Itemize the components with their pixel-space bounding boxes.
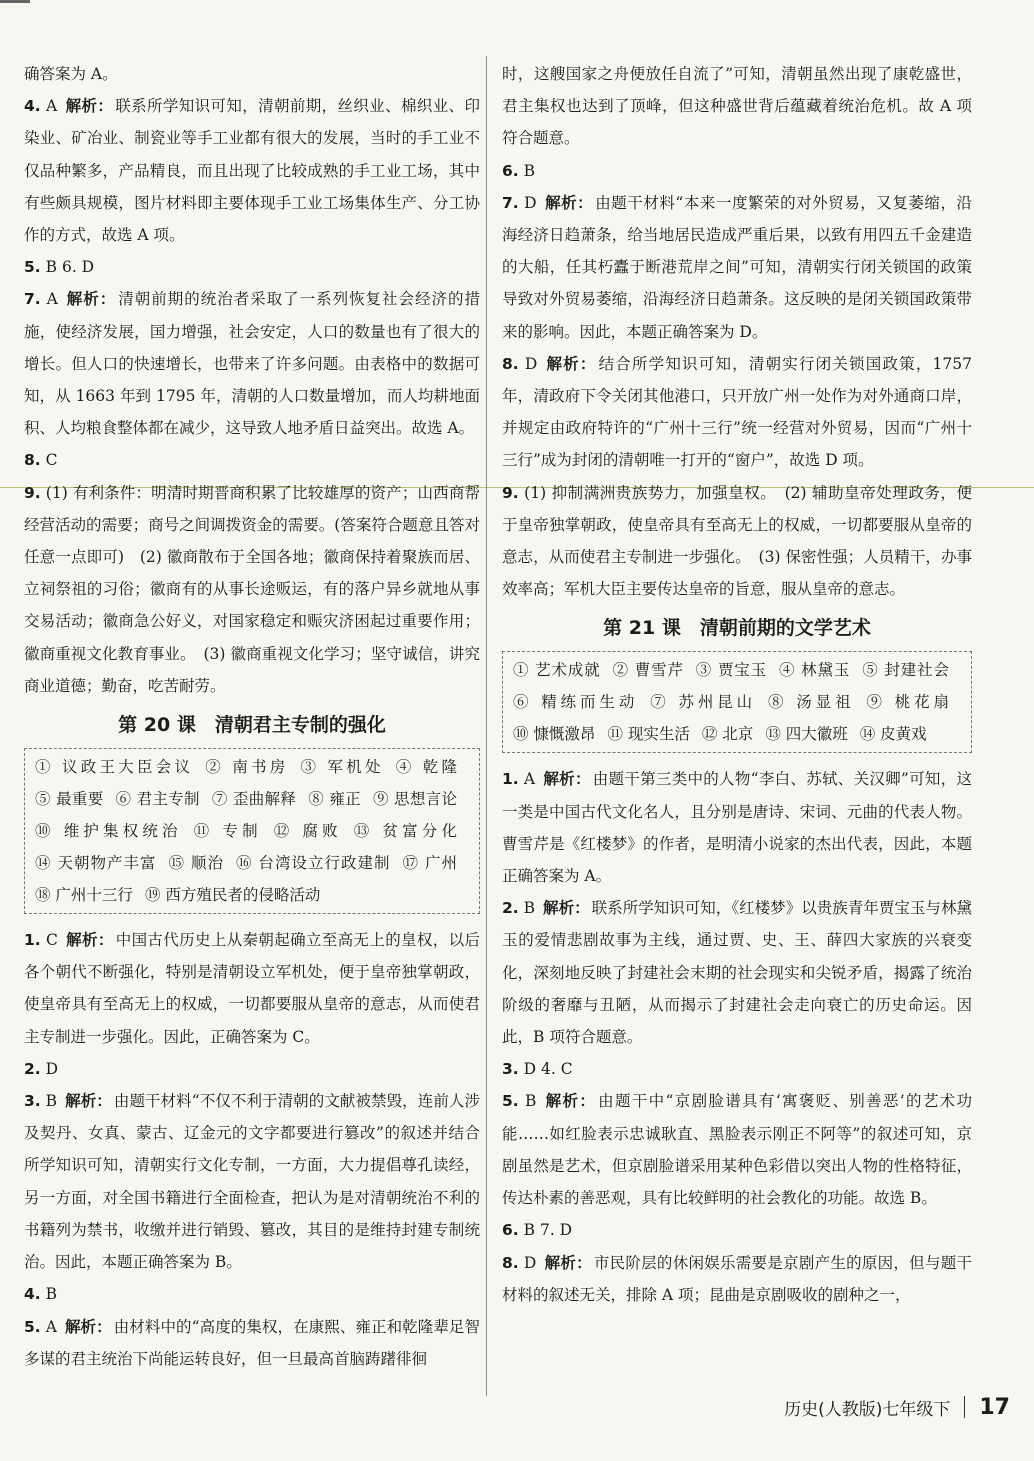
answer-list-top — [502, 155, 972, 606]
answer-item — [502, 1247, 972, 1311]
question-number: 7. — [502, 193, 519, 212]
answer-item — [502, 1085, 972, 1214]
answer-text: 由题干中“京剧脸谱具有‘寓褒贬、别善恶’的艺术功能……如红脸表示忠诚耿直、黑脸表示刚正不阿等”的叙述可知，京剧虽然是艺术，但京剧脸谱采用某种色彩借以突出人物的性格特征，传达朴素的善恶观，具有比较鲜明的社会教化的功能。故选 B。 — [502, 1092, 972, 1208]
key-term: ③ 贾宝玉 — [695, 661, 768, 680]
key-term: ⑥ 精练而生动 — [513, 693, 639, 712]
analysis-label: 解析： — [65, 931, 114, 950]
question-number: 1. — [502, 770, 519, 789]
answer-letter: B — [518, 1092, 537, 1111]
top-edge-mark — [0, 0, 30, 3]
lesson-21-title: 第 21 课 清朝前期的文学艺术 — [603, 617, 871, 640]
right-column — [502, 58, 972, 1311]
key-term: ⑯ 台湾设立行政建制 — [235, 854, 391, 873]
subject-label: 历史(人教版)七年级下 — [784, 1399, 951, 1420]
question-number: 3. — [502, 1060, 519, 1079]
analysis-label: 解析： — [545, 354, 597, 373]
key-term: ⑭ 天朝物产丰富 — [35, 854, 157, 873]
key-term: ⑭ 皮黄戏 — [859, 725, 927, 744]
lesson-21-key-box — [502, 651, 972, 753]
answer-text: 由材料中的“高度的集权，在康熙、雍正和乾隆辈足智多谋的君主统治下尚能运转良好，但一旦最高首脑踌躇徘徊 — [24, 1317, 480, 1368]
key-term: ⑥ 君主专制 — [115, 790, 200, 809]
answer-list-bottom — [24, 924, 480, 1375]
analysis-label: 解析： — [544, 1253, 592, 1272]
answer-text: (1) 抑制满洲贵族势力，加强皇权。 (2) 辅助皇帝处理政务，便于皇帝独掌朝政，使皇帝具有至高无上的权威，一切都要服从皇帝的意志，从而使君主专制进一步强化。 (3) 保密性强；人员精干，办事效率高；军机大臣主要传达皇帝的旨意，服从皇帝的意志。 — [502, 483, 972, 599]
answer-item — [502, 348, 972, 477]
answer-letter: D — [518, 1253, 537, 1272]
answer-item — [24, 90, 480, 251]
question-number: 7. — [24, 290, 41, 309]
answer-item — [502, 763, 972, 892]
page-footer — [740, 1392, 1010, 1422]
answer-text: 联系所学知识可知，清朝前期，丝织业、棉织业、印染业、矿冶业、制瓷业等手工业都有很大的发展，当时的手工业不仅品种繁多，产品精良，而且出现了比较成熟的手工业工场，其中有些颇具规模，图片材料即主要体现手工业工场集体生产、分工协作的方式，故选 A 项。 — [24, 97, 480, 245]
analysis-label: 解析： — [544, 193, 594, 212]
column-divider — [486, 56, 487, 1396]
answer-item — [502, 477, 972, 606]
answer-text: 结合所学知识可知，清朝实行闭关锁国政策，1757 年，清政府下令关闭其他港口，只开放广州一处作为对外通商口岸，并规定由政府特许的“广州十三行”统一经营对外贸易，因而“广州十三行”成为封闭的清朝唯一打开的“窗户”，故选 D 项。 — [502, 354, 972, 470]
answer-item — [24, 477, 480, 702]
question-number: 9. — [502, 483, 519, 502]
key-term: ⑤ 封建社会 — [862, 661, 949, 680]
analysis-label: 解析： — [543, 899, 590, 918]
answer-list-top — [24, 90, 480, 702]
answer-item — [24, 444, 480, 476]
analysis-label: 解析： — [64, 1317, 112, 1336]
answer-letter: A — [518, 770, 536, 789]
key-term: ⑪ 专制 — [193, 822, 262, 841]
answer-letter: C — [40, 931, 58, 950]
answer-item — [24, 1278, 480, 1310]
key-term: ⑮ 顺治 — [168, 854, 224, 873]
key-term: ⑤ 最重要 — [35, 790, 104, 809]
answer-letter: B — [40, 258, 58, 277]
key-term: ⑨ 思想言论 — [372, 790, 457, 809]
question-number: 9. — [24, 483, 41, 502]
answer-letter: B — [40, 1092, 58, 1111]
answer-text: 4. C — [540, 1060, 573, 1079]
answer-text: 市民阶层的休闲娱乐需要是京剧产生的原因，但与题干材料的叙述无关，排除 A 项；昆曲是京剧吸收的剧种之一， — [502, 1253, 972, 1304]
key-term: ④ 乾隆 — [395, 758, 457, 777]
analysis-label: 解析： — [544, 1092, 597, 1111]
left-column — [24, 58, 480, 1375]
analysis-label: 解析： — [65, 1092, 112, 1111]
question-number: 2. — [502, 899, 519, 918]
answer-item — [24, 251, 480, 283]
answer-text: 由题干材料“本来一度繁荣的对外贸易，又复萎缩，沿海经济日趋萧条，给当地居民造成严重后果，以致有用四五千金建造的大船，任其朽蠹于断港荒岸之间”可知，清朝实行闭关锁国的政策导致对外贸易萎缩，沿海经济日趋萧条。这反映的是闭关锁国政策带来的影响。因此，本题正确答案为 D。 — [502, 193, 972, 341]
key-term: ⑦ 歪曲解释 — [211, 790, 297, 809]
analysis-label: 解析： — [543, 770, 591, 789]
answer-text: 7. D — [539, 1221, 573, 1240]
answer-letter: D — [518, 1060, 537, 1079]
answer-item — [24, 1085, 480, 1278]
key-term: ① 议政王大臣会议 — [35, 758, 194, 777]
key-term: ⑩ 慷慨激昂 — [513, 725, 596, 744]
answer-letter: B — [518, 1221, 536, 1240]
answer-letter: B — [40, 1285, 58, 1304]
question-number: 5. — [502, 1092, 519, 1111]
lesson-20-key-box — [24, 748, 480, 914]
question-number: 3. — [24, 1092, 41, 1111]
question-number: 5. — [24, 258, 41, 277]
answer-letter: D — [40, 1059, 59, 1078]
footer-separator — [964, 1396, 965, 1418]
question-number: 6. — [502, 1221, 519, 1240]
key-term: ⑨ 桃花扇 — [866, 693, 949, 712]
answer-text: 中国古代历史上从秦朝起确立至高无上的皇权，以后各个朝代不断强化，特别是清朝设立军机处，便于皇帝独掌朝政，使皇帝具有至高无上的权威，一切都要服从皇帝的意志，从而使君主专制进一步强化。因此，正确答案为 C。 — [24, 931, 480, 1046]
analysis-label: 解析： — [65, 290, 117, 309]
answer-text: 6. D — [61, 258, 95, 277]
question-number: 4. — [24, 1285, 41, 1304]
answer-letter: B — [518, 161, 536, 180]
answer-letter: D — [518, 193, 537, 212]
question-number: 4. — [24, 97, 41, 116]
key-term: ② 南书房 — [205, 758, 289, 777]
question-number: 6. — [502, 161, 519, 180]
answer-text: 由题干第三类中的人物“李白、苏轼、关汉卿”可知，这一类是中国古代文化名人，且分别是唐诗、宋词、元曲的代表人物。曹雪芹是《红楼梦》的作者，是明清小说家的杰出代表，因此，本题正确答案为 A。 — [502, 770, 972, 886]
answer-item — [502, 1214, 972, 1246]
key-term: ⑦ 苏州昆山 — [650, 693, 757, 712]
question-number: 8. — [502, 354, 519, 373]
answer-letter: A — [40, 1317, 57, 1336]
continuation-text: 确答案为 A。 — [24, 65, 118, 83]
question-number: 5. — [24, 1317, 41, 1336]
key-term: ⑰ 广州 — [402, 854, 457, 873]
key-term: ② 曹雪芹 — [612, 661, 684, 680]
lesson-20-title: 第 20 课 清朝君主专制的强化 — [118, 714, 386, 737]
key-term: ⑲ 西方殖民者的侵略活动 — [144, 886, 321, 905]
answer-item — [502, 1053, 972, 1085]
key-term: ③ 军机处 — [300, 758, 384, 777]
answer-item — [24, 1311, 480, 1375]
answer-text: 清朝前期的统治者采取了一系列恢复社会经济的措施，使经济发展，国力增强，社会安定，人口的数量也有了很大的增长。但人口的快速增长，也带来了许多问题。由表格中的数据可知，从 1663 年到 1795 年，清朝的人口数量增加，而人均耕地面积、人均粮食整体都在减少，这导致人地矛盾日益突出。故选 A。 — [24, 290, 480, 438]
answer-letter: C — [40, 451, 58, 470]
answer-letter: B — [518, 899, 536, 918]
key-term: ⑱ 广州十三行 — [35, 886, 133, 905]
answer-item — [502, 892, 972, 1053]
key-term: ⑧ 雍正 — [308, 790, 361, 809]
answer-text: (1) 有利条件：明清时期晋商积累了比较雄厚的资产；山西商帮经营活动的需要；商号之间调拨资金的需要。(答案符合题意且答对任意一点即可) (2) 徽商散布于全国各地；徽商保持着聚族而居、立祠祭祖的习俗；徽商有的从事长途贩运，有的落户异乡就地从事交易活动；徽商急公好义，对国家稳定和赈灾济困起过重要作用；徽商重视文化教育事业。 (3) 徽商重视文化学习；坚守诚信，讲究商业道德；勤奋，吃苦耐劳。 — [24, 483, 480, 695]
key-term: ④ 林黛玉 — [779, 661, 851, 680]
key-term: ⑪ 现实生活 — [607, 725, 690, 744]
answer-text: 联系所学知识可知，《红楼梦》以贵族青年贾宝玉与林黛玉的爱情悲剧故事为主线，通过贾、史、王、薛四大家族的兴衰变化，深刻地反映了封建社会末期的社会现实和尖锐矛盾，揭露了统治阶级的奢靡与丑陋，从而揭示了封建社会走向衰亡的历史命运。因此，B 项符合题意。 — [502, 899, 972, 1047]
key-term: ⑫ 腐败 — [273, 822, 342, 841]
key-term: ① 艺术成就 — [513, 661, 601, 680]
answer-item — [24, 1053, 480, 1085]
answer-text: 由题干材料“不仅不利于清朝的文献被禁毁，连前人涉及契丹、女真、蒙古、辽金元的文字都要进行篡改”的叙述并结合所学知识可知，清朝实行文化专制，一方面，大力提倡尊孔读经，另一方面，对全国书籍进行全面检查，把认为是对清朝统治不利的书籍列为禁书，收缴并进行销毁、篡改，其目的是维持封建专制统治。因此，本题正确答案为 B。 — [24, 1092, 480, 1272]
answer-item — [24, 924, 480, 1053]
question-number: 8. — [502, 1253, 519, 1272]
key-term: ⑬ 四大徽班 — [765, 725, 848, 744]
page-number: 17 — [979, 1394, 1010, 1420]
answer-letter: D — [518, 354, 538, 373]
key-term: ⑧ 汤显祖 — [768, 693, 855, 712]
continuation-text: 时，这艘国家之舟便放任自流了”可知，清朝虽然出现了康乾盛世，君主集权也达到了顶峰，但这种盛世背后蕴藏着统治危机。故 A 项符合题意。 — [502, 65, 972, 148]
answer-letter: A — [40, 290, 58, 309]
question-number: 1. — [24, 931, 41, 950]
question-number: 8. — [24, 451, 41, 470]
key-term: ⑬ 贫富分化 — [353, 822, 457, 841]
answer-item — [24, 283, 480, 444]
analysis-label: 解析： — [65, 97, 114, 116]
question-number: 2. — [24, 1059, 41, 1078]
answer-item — [502, 155, 972, 187]
key-term: ⑫ 北京 — [701, 725, 754, 744]
answer-list-bottom — [502, 763, 972, 1310]
answer-letter: A — [40, 97, 58, 116]
key-term: ⑩ 维护集权统治 — [35, 822, 182, 841]
answer-item — [502, 187, 972, 348]
